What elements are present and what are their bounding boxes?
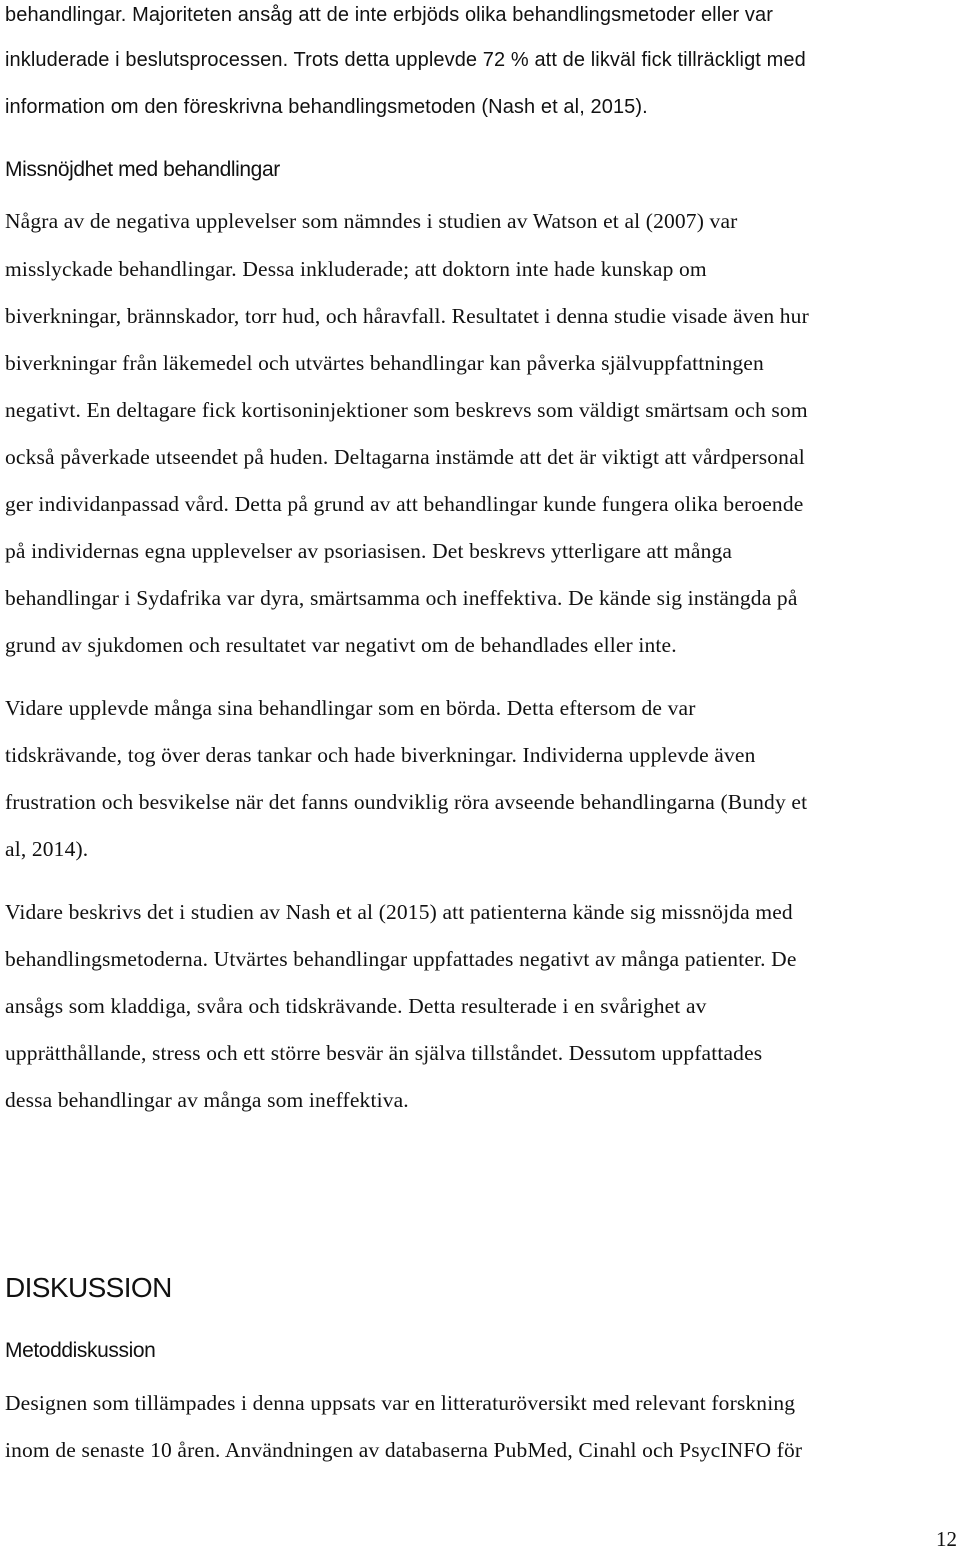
page-number: 12 — [936, 1527, 957, 1551]
body-text-line: Vidare upplevde många sina behandlingar som en börda. Detta eftersom de var — [5, 696, 696, 720]
body-text-line: tidskrävande, tog över deras tankar och hade biverkningar. Individerna upplevde även — [5, 743, 756, 767]
body-text-line: al, 2014). — [5, 837, 89, 861]
body-text-line: på individernas egna upplevelser av psoriasisen. Det beskrevs ytterligare att många — [5, 539, 733, 563]
body-text-line: Några av de negativa upplevelser som nämndes i studien av Watson et al (2007) var — [5, 209, 738, 233]
body-text-line: ger individanpassad vård. Detta på grund av att behandlingar kunde fungera olika beroende — [5, 492, 804, 516]
body-text-line: Designen som tillämpades i denna uppsats var en litteraturöversikt med relevant forskning — [5, 1391, 796, 1415]
body-text-line: negativt. En deltagare fick kortisoninjektioner som beskrevs som väldigt smärtsam och som — [5, 398, 808, 422]
body-text-line: frustration och besvikelse när det fanns oundviklig röra avseende behandlingarna (Bundy et — [5, 790, 808, 814]
body-text-line: dessa behandlingar av många som ineffektiva. — [5, 1088, 409, 1112]
body-text-line: Vidare beskrivs det i studien av Nash et al (2015) att patienterna kände sig missnöjda med — [5, 900, 793, 924]
body-text-line: också påverkade utseendet på huden. Deltagarna instämde att det är viktigt att vårdpersonal — [5, 445, 805, 469]
body-text-line: biverkningar, brännskador, torr hud, och håravfall. Resultatet i denna studie visade även hur — [5, 304, 809, 328]
chapter-heading: DISKUSSION — [5, 1272, 172, 1303]
body-text-line: upprätthållande, stress och ett större besvär än själva tillståndet. Dessutom uppfattades — [5, 1041, 763, 1065]
body-text-line: behandlingsmetoderna. Utvärtes behandlingar uppfattades negativt av många patienter. De — [5, 947, 797, 971]
body-text-line: grund av sjukdomen och resultatet var negativt om de behandlades eller inte. — [5, 633, 677, 657]
body-text-line: biverkningar från läkemedel och utvärtes behandlingar kan påverka självuppfattningen — [5, 351, 764, 375]
subsection-heading: Metoddiskussion — [5, 1339, 156, 1362]
body-text-line: ansågs som kladdiga, svåra och tidskrävande. Detta resulterade i en svårighet av — [5, 994, 707, 1018]
body-text-line: information om den föreskrivna behandlingsmetoden (Nash et al, 2015). — [5, 96, 648, 118]
section-heading: Missnöjdhet med behandlingar — [5, 158, 280, 181]
body-text-line: behandlingar i Sydafrika var dyra, smärtsamma och ineffektiva. De kände sig instängda på — [5, 586, 798, 610]
body-text-line: misslyckade behandlingar. Dessa inkluderade; att doktorn inte hade kunskap om — [5, 257, 707, 281]
body-text-line: behandlingar. Majoriteten ansåg att de inte erbjöds olika behandlingsmetoder eller var — [5, 4, 773, 26]
body-text-line: inkluderade i beslutsprocessen. Trots detta upplevde 72 % att de likväl fick tillräckligt med — [5, 49, 806, 71]
body-text-line: inom de senaste 10 åren. Användningen av databaserna PubMed, Cinahl och PsycINFO för — [5, 1438, 803, 1462]
